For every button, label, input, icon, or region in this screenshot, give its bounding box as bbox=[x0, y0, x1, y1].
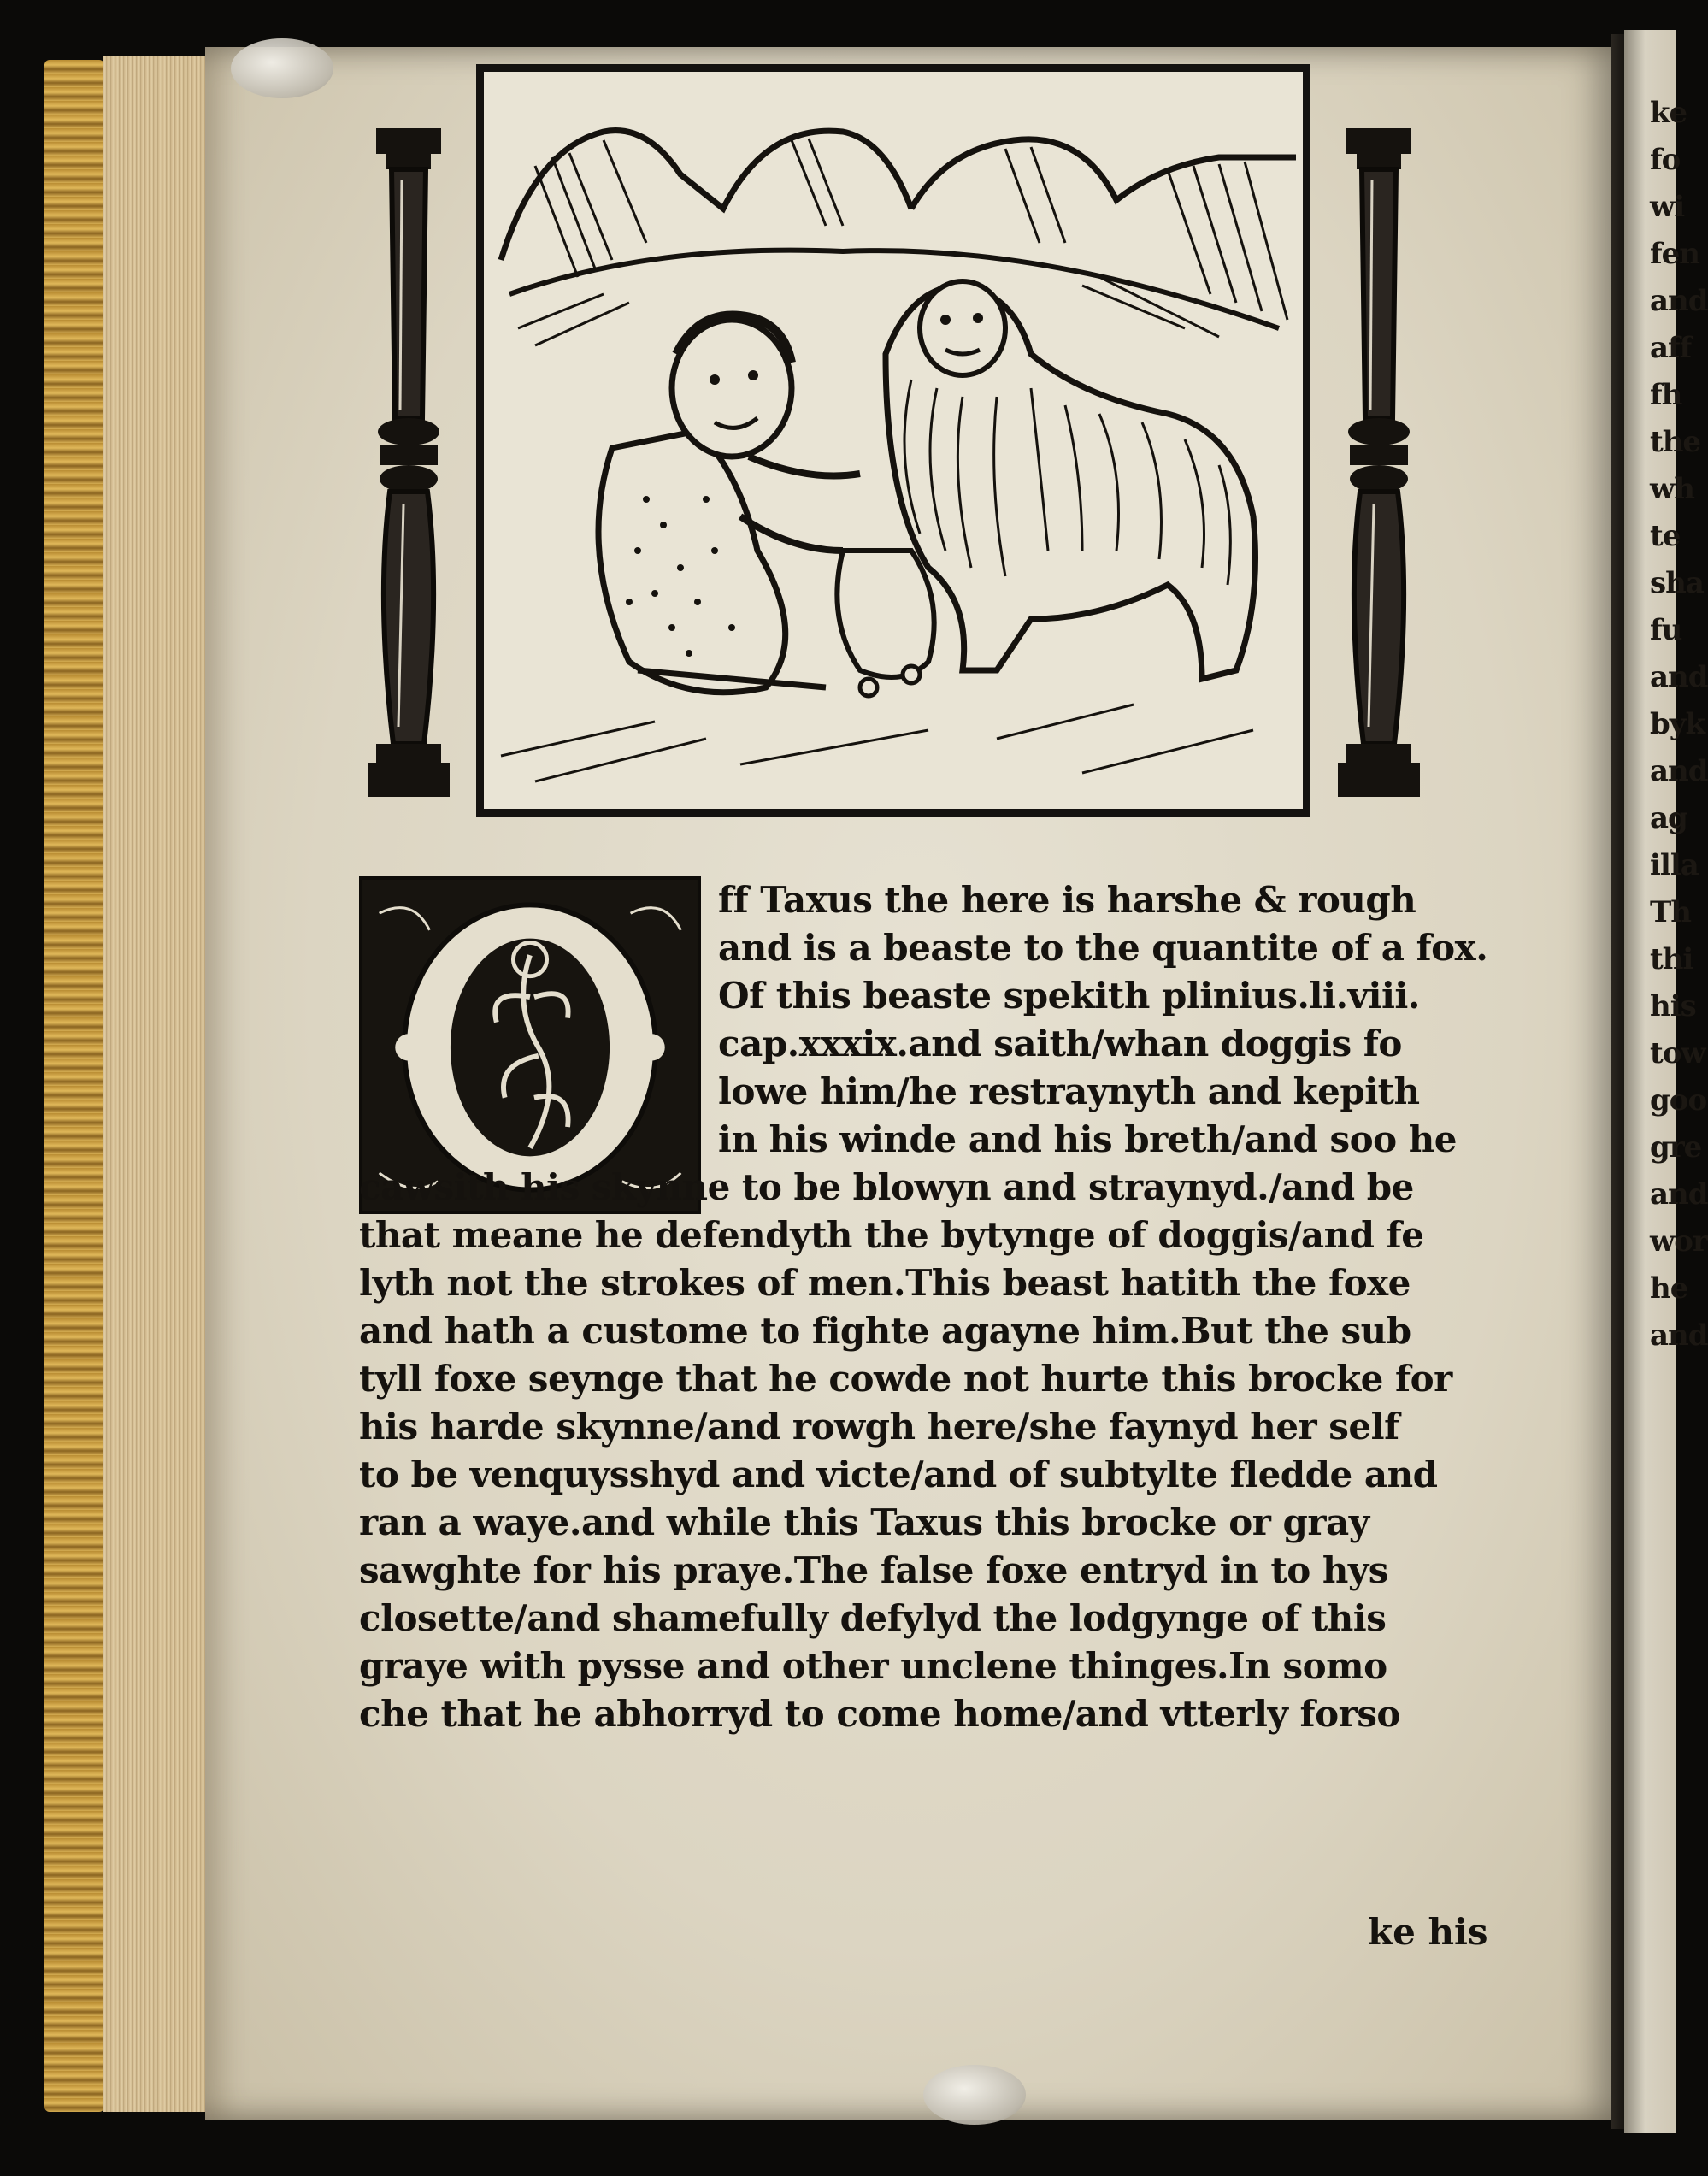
facing-page-fragment: fu bbox=[1650, 613, 1682, 647]
facing-page-fragment: fo bbox=[1650, 143, 1681, 177]
text-line-5: lowe him/he restraynyth and kepith bbox=[718, 1070, 1420, 1112]
facing-page-fragment: his bbox=[1650, 989, 1696, 1023]
right-column-ornament bbox=[1338, 128, 1420, 804]
facing-page-fragment: the bbox=[1650, 425, 1701, 459]
facing-page-fragment: goo bbox=[1650, 1083, 1707, 1117]
page-weight-bottom bbox=[923, 2065, 1026, 2125]
facing-page-text bbox=[1650, 90, 1708, 1359]
facing-page-fragment: and bbox=[1650, 1318, 1708, 1353]
text-line-9: lyth not the strokes of men.This beast hatith the foxe bbox=[359, 1262, 1411, 1304]
facing-page-fragment: and bbox=[1650, 284, 1708, 318]
text-line-7: cawsith his skynne to be blowyn and straynyd./and be bbox=[359, 1166, 1414, 1208]
facing-page-fragment: tow bbox=[1650, 1036, 1705, 1070]
facing-page-fragment: byk bbox=[1650, 707, 1705, 741]
facing-page-fragment: wor bbox=[1650, 1224, 1707, 1259]
text-line-14: ran a waye.and while this Taxus this brocke or gray bbox=[359, 1501, 1369, 1543]
facing-page-fragment: wi bbox=[1650, 190, 1685, 224]
text-line-11: tyll foxe seynge that he cowde not hurte this brocke for bbox=[359, 1358, 1452, 1400]
facing-page-fragment: wh bbox=[1650, 472, 1694, 506]
text-line-15: sawghte for his praye.The false foxe entryd in to hys bbox=[359, 1549, 1388, 1591]
woodcut-illustration bbox=[476, 64, 1310, 817]
facing-page-fragment: fen bbox=[1650, 237, 1699, 271]
facing-page-fragment: ag bbox=[1650, 801, 1687, 835]
text-line-10: and hath a custome to fighte agayne him.But the sub bbox=[359, 1310, 1411, 1352]
page-stack bbox=[103, 56, 209, 2112]
facing-page-fragment: Th bbox=[1650, 895, 1692, 929]
text-line-3: Of this beaste spekith plinius.li.viii. bbox=[718, 975, 1420, 1017]
text-line-12: his harde skynne/and rowgh here/she faynyd her self bbox=[359, 1406, 1399, 1448]
facing-page-fragment: fh bbox=[1650, 378, 1682, 412]
text-line-2: and is a beaste to the quantite of a fox. bbox=[718, 927, 1488, 969]
text-line-4: cap.xxxix.and saith/whan doggis fo bbox=[718, 1023, 1402, 1064]
catchword: ke his bbox=[1368, 1911, 1488, 1953]
text-line-16: closette/and shamefully defylyd the lodgynge of this bbox=[359, 1597, 1387, 1639]
left-column-ornament bbox=[368, 128, 450, 804]
text-line-18: che that he abhorryd to come home/and vtterly forso bbox=[359, 1693, 1400, 1735]
facing-page-fragment: and bbox=[1650, 660, 1708, 694]
text-line-17: graye with pysse and other unclene thinges.In somo bbox=[359, 1645, 1387, 1687]
facing-page-edge bbox=[1624, 30, 1708, 2133]
facing-page-fragment: and bbox=[1650, 754, 1708, 788]
text-line-6: in his winde and his breth/and soo he bbox=[718, 1118, 1458, 1160]
text-line-8: that meane he defendyth the bytynge of doggis/and fe bbox=[359, 1214, 1424, 1256]
facing-page-fragment: sha bbox=[1650, 566, 1704, 600]
facing-page-fragment: and bbox=[1650, 1177, 1708, 1212]
page-weight-top bbox=[231, 38, 333, 98]
gilt-page-edge bbox=[44, 60, 104, 2112]
woodcut-ape-and-lion-icon bbox=[484, 72, 1303, 809]
facing-page-fragment: ke bbox=[1650, 96, 1687, 130]
text-line-1: ff Taxus the here is harshe & rough bbox=[718, 879, 1416, 921]
facing-page-fragment: te bbox=[1650, 519, 1681, 553]
facing-page-fragment: aff bbox=[1650, 331, 1692, 365]
text-line-13: to be venquysshyd and victe/and of subtylte fledde and bbox=[359, 1454, 1438, 1495]
facing-page-fragment: thi bbox=[1650, 942, 1693, 976]
facing-page-fragment: illa bbox=[1650, 848, 1699, 882]
facing-page-fragment: he bbox=[1650, 1271, 1688, 1306]
facing-page-fragment: gre bbox=[1650, 1130, 1702, 1165]
